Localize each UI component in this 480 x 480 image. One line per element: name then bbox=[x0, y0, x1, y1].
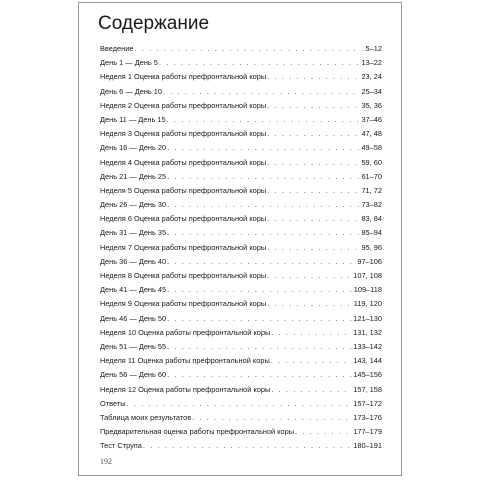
toc-entry-label: День 41 — День 45 bbox=[100, 285, 167, 295]
toc-entry bbox=[100, 356, 382, 370]
toc-entry-pages: 35, 36 bbox=[361, 100, 382, 110]
toc-entry bbox=[100, 299, 382, 313]
toc-entry-label: День 6 — День 10 bbox=[100, 86, 163, 96]
toc-entry-pages: 173–176 bbox=[353, 412, 382, 422]
toc-leader-dots bbox=[271, 385, 352, 394]
toc-entry-label: День 26 — День 30 bbox=[100, 200, 167, 210]
toc-entry bbox=[100, 129, 382, 143]
toc-entry-label: Неделя 3 Оценка работы префронтальной коры bbox=[100, 129, 267, 139]
toc-entry-pages: 37–46 bbox=[361, 114, 382, 124]
toc-entry-pages: 49–58 bbox=[361, 143, 382, 153]
toc-entry-pages: 85–94 bbox=[361, 228, 382, 238]
toc-leader-dots bbox=[167, 200, 360, 209]
toc-entry-label: Таблица моих результатов bbox=[100, 412, 192, 422]
toc-leader-dots bbox=[167, 314, 352, 323]
toc-entry-pages: 23, 24 bbox=[361, 72, 382, 82]
toc-leader-dots bbox=[167, 370, 352, 379]
toc-leader-dots bbox=[267, 214, 360, 223]
toc-leader-dots bbox=[267, 158, 360, 167]
toc-entry-label: Неделя 8 Оценка работы префронтальной коры bbox=[100, 271, 267, 280]
toc-entry bbox=[100, 200, 382, 214]
toc-entry-label: Неделя 2 Оценка работы префронтальной коры bbox=[100, 100, 267, 110]
toc-entry-label: День 46 — День 50 bbox=[100, 313, 167, 323]
toc-entry-label: Неделя 10 Оценка работы префронтальной коры bbox=[100, 327, 271, 337]
toc-entry-label: День 31 — День 35 bbox=[100, 228, 167, 238]
book-page bbox=[78, 2, 402, 476]
toc-entry-pages: 121–130 bbox=[353, 313, 382, 323]
toc-entry-pages: 25–34 bbox=[361, 86, 382, 96]
toc-leader-dots bbox=[167, 115, 361, 124]
toc-entry bbox=[100, 257, 382, 271]
toc-leader-dots bbox=[167, 228, 360, 237]
toc-entry-pages: 73–82 bbox=[361, 200, 382, 210]
toc-entry bbox=[100, 228, 382, 242]
toc-entry-label: Неделя 5 Оценка работы префронтальной коры bbox=[100, 185, 267, 195]
toc-leader-dots bbox=[267, 299, 353, 308]
toc-entry bbox=[100, 214, 382, 228]
toc-entry bbox=[100, 342, 382, 356]
toc-entry-pages: 47, 48 bbox=[361, 129, 382, 139]
toc-entry bbox=[100, 58, 382, 72]
toc-entry-label: Предварительная оценка работы префронтальной коры bbox=[100, 427, 295, 437]
page-number: 192 bbox=[100, 457, 112, 466]
toc-leader-dots bbox=[167, 342, 352, 351]
toc-leader-dots bbox=[295, 427, 352, 436]
toc-entry-pages: 119, 120 bbox=[353, 299, 382, 309]
toc-entry bbox=[100, 243, 382, 257]
toc-leader-dots bbox=[192, 413, 352, 422]
toc-entry-label: Неделя 9 Оценка работы префронтальной коры bbox=[100, 299, 267, 309]
toc-leader-dots bbox=[267, 271, 352, 280]
toc-entry bbox=[100, 441, 382, 455]
toc-entry-label: Тест Струпа bbox=[100, 441, 142, 451]
toc-entry bbox=[100, 413, 382, 427]
toc-entry-label: День 11 — День 15 bbox=[100, 114, 166, 124]
toc-leader-dots bbox=[159, 58, 361, 67]
toc-leader-dots bbox=[143, 441, 352, 450]
toc-entry-pages: 143, 144 bbox=[353, 356, 382, 366]
toc-entry bbox=[100, 271, 382, 285]
toc-entry bbox=[100, 72, 382, 86]
toc-entry-label: День 1 — День 5 bbox=[100, 58, 158, 68]
toc-leader-dots bbox=[271, 328, 352, 337]
toc-leader-dots bbox=[267, 101, 360, 110]
toc-entry bbox=[100, 427, 382, 441]
toc-entry-label: День 56 — День 60 bbox=[100, 370, 167, 380]
toc-leader-dots bbox=[167, 257, 356, 266]
toc-entry bbox=[100, 158, 382, 172]
table-of-contents bbox=[100, 44, 382, 455]
toc-leader-dots bbox=[167, 285, 353, 294]
toc-entry-pages: 61–70 bbox=[361, 171, 382, 181]
toc-entry bbox=[100, 328, 382, 342]
toc-entry-pages: 13–22 bbox=[361, 58, 382, 68]
toc-entry-pages: 109–118 bbox=[353, 285, 382, 295]
toc-entry-label: Ответы bbox=[100, 398, 126, 408]
toc-entry-pages: 157–172 bbox=[353, 398, 382, 408]
toc-entry-label: Неделя 11 Оценка работы префронтальной коры bbox=[100, 356, 270, 366]
toc-leader-dots bbox=[271, 356, 352, 365]
toc-entry-pages: 133–142 bbox=[353, 341, 382, 351]
toc-entry-label: День 36 — День 40 bbox=[100, 256, 167, 266]
toc-entry-label: День 51 — День 55 bbox=[100, 341, 167, 351]
toc-entry-pages: 59, 60 bbox=[361, 157, 382, 167]
toc-leader-dots bbox=[267, 72, 360, 81]
toc-leader-dots bbox=[167, 172, 360, 181]
toc-entry-pages: 177–179 bbox=[353, 427, 382, 437]
toc-leader-dots bbox=[167, 143, 360, 152]
toc-entry-label: День 16 — День 20 bbox=[100, 143, 167, 153]
toc-leader-dots bbox=[134, 44, 364, 53]
toc-entry-pages: 97–106 bbox=[357, 256, 382, 266]
toc-entry-label: Неделя 7 Оценка работы префронтальной коры bbox=[100, 242, 267, 252]
toc-entry-pages: 180–191 bbox=[353, 441, 382, 451]
toc-entry bbox=[100, 385, 382, 399]
toc-leader-dots bbox=[267, 129, 360, 138]
toc-entry-pages: 83, 84 bbox=[361, 214, 382, 224]
toc-entry-label: День 21 — День 25 bbox=[100, 171, 167, 181]
toc-entry bbox=[100, 370, 382, 384]
toc-entry-label: Неделя 6 Оценка работы префронтальной коры bbox=[100, 214, 267, 224]
toc-entry-pages: 5–12 bbox=[365, 44, 382, 53]
toc-entry bbox=[100, 285, 382, 299]
toc-entry bbox=[100, 44, 382, 58]
toc-leader-dots bbox=[267, 243, 360, 252]
toc-entry bbox=[100, 87, 382, 101]
toc-entry-pages: 71, 72 bbox=[361, 185, 382, 195]
toc-entry bbox=[100, 172, 382, 186]
page-title: Содержание bbox=[98, 13, 210, 34]
toc-entry bbox=[100, 115, 382, 129]
toc-entry bbox=[100, 186, 382, 200]
toc-leader-dots bbox=[163, 87, 360, 96]
toc-entry-label: Неделя 1 Оценка работы префронтальной коры bbox=[100, 72, 267, 82]
toc-entry bbox=[100, 101, 382, 115]
toc-entry-label: Неделя 4 Оценка работы префронтальной коры bbox=[100, 157, 267, 167]
toc-entry-pages: 145–156 bbox=[353, 370, 382, 380]
toc-entry-label: Введение bbox=[100, 44, 134, 53]
toc-entry bbox=[100, 399, 382, 413]
toc-entry bbox=[100, 143, 382, 157]
toc-entry bbox=[100, 314, 382, 328]
toc-entry-pages: 107, 108 bbox=[353, 271, 382, 280]
toc-entry-label: Неделя 12 Оценка работы префронтальной коры bbox=[100, 384, 271, 394]
toc-leader-dots bbox=[127, 399, 353, 408]
toc-entry-pages: 95, 96 bbox=[361, 242, 382, 252]
toc-entry-pages: 131, 132 bbox=[353, 327, 382, 337]
toc-entry-pages: 157, 158 bbox=[353, 384, 382, 394]
toc-leader-dots bbox=[267, 186, 360, 195]
